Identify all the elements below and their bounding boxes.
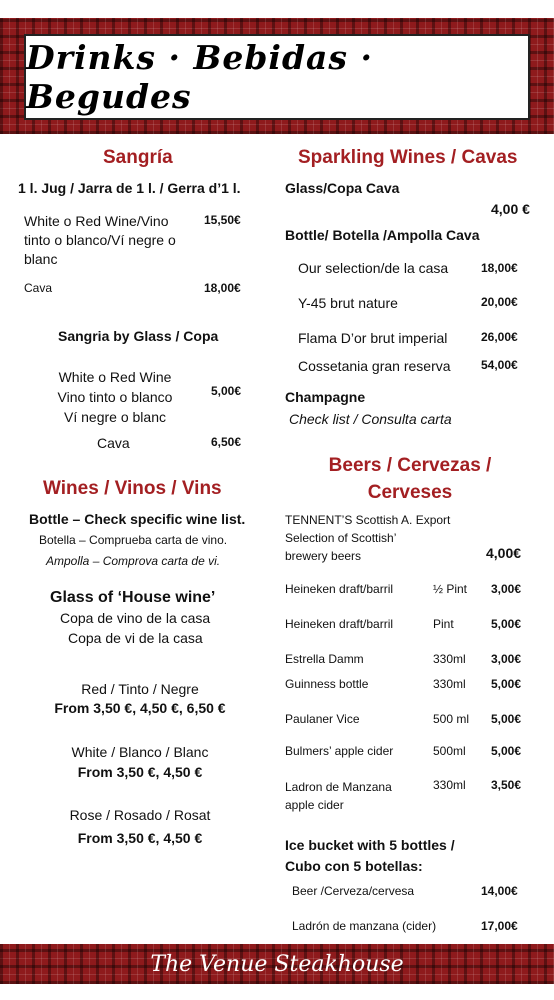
beer-name bbox=[285, 778, 392, 814]
sangria-glass-name-line: White o Red Wine bbox=[58, 369, 172, 385]
beer-name-line: apple cider bbox=[285, 798, 344, 812]
sangria-jug-label: 1 l. Jug / Jarra de 1 l. / Gerra d’1 l. bbox=[18, 180, 241, 196]
cava-bottle-name: Our selection/de la casa bbox=[298, 260, 449, 276]
bucket-item-name: Beer /Cerveza/cervesa bbox=[292, 884, 415, 898]
wine-group-price: From 3,50 €, 4,50 €, 6,50 € bbox=[54, 700, 226, 716]
sparkling-bottle-label: Bottle/ Botella /Ampolla Cava bbox=[285, 227, 480, 243]
sangria-glass-item-price: 5,00€ bbox=[211, 384, 242, 398]
beer-price: 5,00€ bbox=[491, 677, 522, 691]
beer-size: 330ml bbox=[433, 778, 466, 792]
bucket-item-name: Ladrón de manzana (cider) bbox=[292, 919, 437, 933]
beer-size: 330ml bbox=[433, 677, 466, 691]
sangria-jug-item-name: Cava bbox=[24, 281, 53, 295]
sparkling-glass-price: 4,00 € bbox=[491, 201, 530, 217]
beer-name-line: Ladron de Manzana bbox=[285, 780, 392, 794]
wine-group-price: From 3,50 €, 4,50 € bbox=[77, 830, 203, 846]
tennent-line: brewery beers bbox=[285, 549, 362, 563]
sangria-glass-item-name bbox=[40, 367, 190, 427]
wine-group-name: Red / Tinto / Negre bbox=[81, 681, 199, 697]
page-title: Drinks · Bebidas · Begudes bbox=[26, 38, 373, 116]
cava-bottle-price: 26,00€ bbox=[481, 330, 518, 344]
beers-heading bbox=[280, 452, 540, 506]
sangria-glass-item-price: 6,50€ bbox=[211, 435, 242, 449]
cava-bottle-name: Cossetania gran reserva bbox=[298, 358, 451, 374]
tennent-line: TENNENT’S Scottish A. Export bbox=[285, 513, 451, 527]
cava-bottle-name: Flama D’or brut imperial bbox=[298, 330, 448, 346]
ice-bucket-line: Ice bucket with 5 bottles / bbox=[285, 837, 455, 853]
beer-size: Pint bbox=[433, 617, 454, 631]
beers-heading-line: Beers / Cervezas / bbox=[328, 455, 492, 476]
beer-name: Estrella Damm bbox=[285, 652, 364, 666]
sangria-heading: Sangría bbox=[103, 147, 173, 168]
beer-price: 3,50€ bbox=[491, 778, 522, 792]
champagne-note: Check list / Consulta carta bbox=[289, 411, 452, 427]
sangria-jug-item-price: 18,00€ bbox=[204, 281, 241, 295]
ice-bucket-label bbox=[285, 835, 455, 877]
bucket-item-price: 14,00€ bbox=[481, 884, 518, 898]
beer-size: ½ Pint bbox=[433, 582, 468, 596]
beer-price: 5,00€ bbox=[491, 744, 522, 758]
wines-heading: Wines / Vinos / Vins bbox=[43, 478, 222, 499]
cava-bottle-price: 18,00€ bbox=[481, 261, 518, 275]
sparkling-heading: Sparkling Wines / Cavas bbox=[298, 147, 518, 168]
beer-size: 500ml bbox=[433, 744, 466, 758]
beer-price: 3,00€ bbox=[491, 582, 522, 596]
sangria-jug-item-price: 15,50€ bbox=[204, 213, 241, 227]
sparkling-glass-label: Glass/Copa Cava bbox=[285, 180, 400, 196]
beer-price: 5,00€ bbox=[491, 617, 522, 631]
title-box bbox=[24, 34, 530, 120]
beer-price: 3,00€ bbox=[491, 652, 522, 666]
wine-group-price: From 3,50 €, 4,50 € bbox=[77, 764, 203, 780]
beer-name: Heineken draft/barril bbox=[285, 582, 394, 596]
tennent-price: 4,00€ bbox=[486, 545, 522, 561]
beer-size: 330ml bbox=[433, 652, 466, 666]
house-wine-es: Copa de vino de la casa bbox=[60, 610, 211, 626]
cava-bottle-price: 54,00€ bbox=[481, 358, 518, 372]
beer-size: 500 ml bbox=[433, 712, 470, 726]
bucket-item-price: 17,00€ bbox=[481, 919, 518, 933]
wine-group-name: Rose / Rosado / Rosat bbox=[69, 807, 211, 823]
beer-name: Heineken draft/barril bbox=[285, 617, 394, 631]
beer-name: Guinness bottle bbox=[285, 677, 369, 691]
sangria-jug-item-name: White o Red Wine/Vino tinto o blanco/Ví negre o blanc bbox=[24, 213, 176, 267]
tennent-line: Selection of Scottish’ bbox=[285, 531, 397, 545]
wines-bottle-ca: Ampolla – Comprova carta de vi. bbox=[46, 554, 221, 568]
cava-bottle-price: 20,00€ bbox=[481, 295, 518, 309]
beer-name: Bulmers’ apple cider bbox=[285, 744, 394, 758]
house-wine-ca: Copa de vi de la casa bbox=[68, 630, 203, 646]
beers-heading-line: Cerveses bbox=[367, 482, 453, 503]
tennent-description bbox=[285, 511, 450, 565]
ice-bucket-line: Cubo con 5 botellas: bbox=[285, 858, 423, 874]
footer-brand: The Venue Steakhouse bbox=[150, 951, 404, 977]
sangria-glass-item-name: Cava bbox=[97, 435, 130, 451]
beer-name: Paulaner Vice bbox=[285, 712, 360, 726]
cava-bottle-name: Y-45 brut nature bbox=[298, 295, 398, 311]
champagne-label: Champagne bbox=[285, 389, 366, 405]
wines-bottle-line: Bottle – Check specific wine list. bbox=[29, 511, 246, 527]
wine-group-name: White / Blanco / Blanc bbox=[71, 744, 209, 760]
house-wine-title: Glass of ‘House wine’ bbox=[50, 589, 216, 606]
sangria-glass-label: Sangria by Glass / Copa bbox=[58, 328, 219, 344]
sangria-glass-name-line: Ví negre o blanc bbox=[64, 409, 166, 425]
beer-price: 5,00€ bbox=[491, 712, 522, 726]
sangria-glass-name-line: Vino tinto o blanco bbox=[57, 389, 173, 405]
wines-bottle-es: Botella – Comprueba carta de vino. bbox=[39, 533, 228, 547]
